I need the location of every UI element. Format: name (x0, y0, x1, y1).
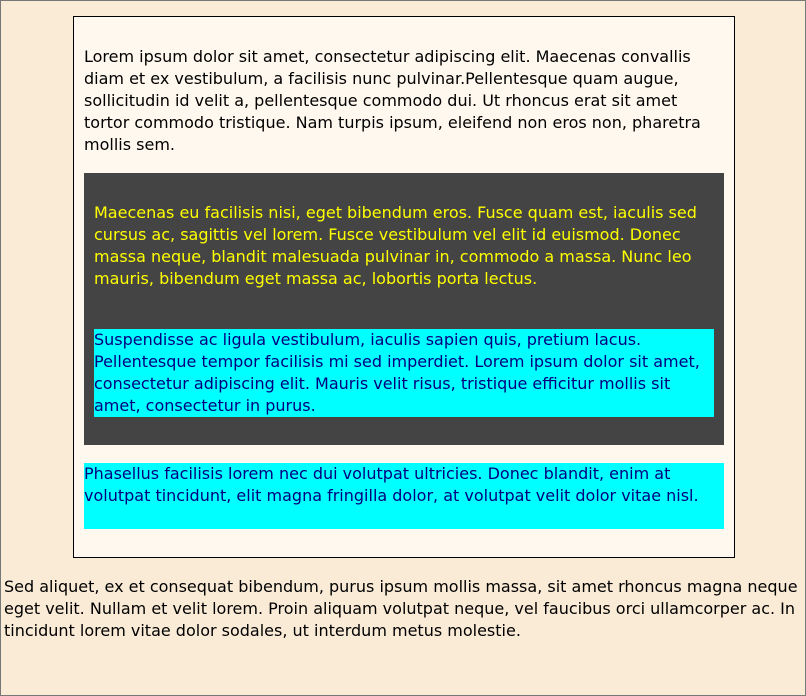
dark-content-box (84, 173, 724, 445)
outer-content-box (73, 16, 735, 558)
outer-cyan-paragraph: Phasellus facilisis lorem nec dui volutpat ultricies. Donec blandit, enim at volutpat tincidunt, elit magna fringilla dolor, at volutpat velit dolor vitae nisl. (84, 463, 724, 529)
inner-cyan-paragraph: Suspendisse ac ligula vestibulum, iaculis sapien quis, pretium lacus. Pellentesque tempor facilisis mi sed imperdiet. Lorem ipsum dolor sit amet, consectetur adipiscing elit. Mauris velit risus, tristique efficitur mollis sit amet, consectetur in purus. (94, 329, 714, 417)
bottom-paragraph: Sed aliquet, ex et consequat bibendum, purus ipsum mollis massa, sit amet rhoncus magna neque eget velit. Nullam et velit lorem. Proin aliquam volutpat neque, vel faucibus orci ullamcorper ac. In tincidunt lorem vitae dolor sodales, ut interdum metus molestie. (4, 577, 798, 640)
intro-paragraph: Lorem ipsum dolor sit amet, consectetur adipiscing elit. Maecenas convallis diam et ex vestibulum, a facilisis nunc pulvinar.Pellentesque quam augue, sollicitudin id velit a, pellentesque commodo dui. Ut rhoncus erat sit amet tortor commodo tristique. Nam turpis ipsum, eleifend non eros non, pharetra mollis sem. (84, 47, 701, 154)
yellow-paragraph: Maecenas eu facilisis nisi, eget bibendum eros. Fusce quam est, iaculis sed cursus ac, sagittis vel lorem. Fusce vestibulum vel elit id euismod. Donec massa neque, blandit malesuada pulvinar in, commodo a massa. Nunc leo mauris, bibendum eget massa ac, lobortis porta lectus. (94, 203, 697, 288)
